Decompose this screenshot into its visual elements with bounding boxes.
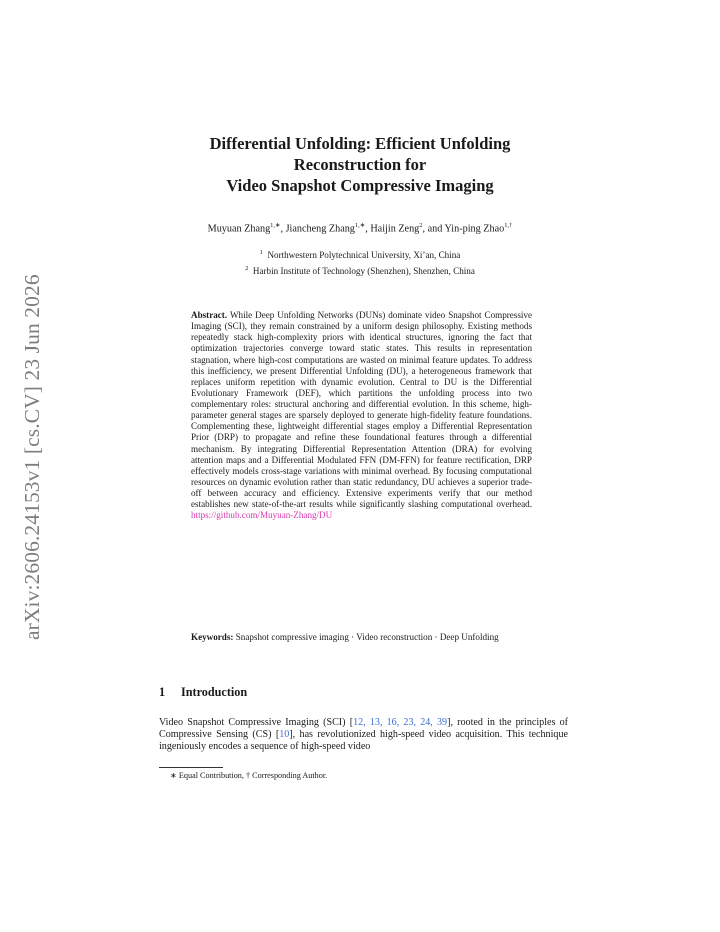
author-name: Jiancheng Zhang: [285, 223, 355, 235]
abstract-label: Abstract.: [191, 310, 228, 320]
title-line-1: Differential Unfolding: Efficient Unfolding: [209, 134, 511, 153]
author-affiliation-mark: 1,∗: [270, 222, 281, 229]
section-title: Introduction: [181, 685, 248, 699]
abstract: [191, 310, 532, 521]
section-heading: [159, 685, 579, 700]
intro-text: ], rooted in the principles of Compressive Sensing (CS) [: [159, 717, 569, 741]
section-number: 1: [159, 685, 166, 699]
citation-link[interactable]: 10: [279, 729, 290, 741]
author-name: Haijin Zeng: [370, 223, 420, 235]
affiliation-1: [140, 246, 580, 262]
author-separator: ,: [280, 223, 286, 235]
author-affiliation-mark: 1,†: [504, 222, 513, 229]
citation-link[interactable]: 12, 13, 16, 23, 24, 39: [353, 717, 448, 728]
affiliation-2: [140, 262, 580, 278]
abstract-text: While Deep Unfolding Networks (DUNs) dominate video Snapshot Compressive Imaging (SCI), they remain constrained by a uniform design philosophy. Existing methods repeatedly stack high-complexity priors with identical structures, ignoring the fact that optimization trajectories converge toward static states. This results in representation stagnation, where high-cost computations are wasted on minimal feature updates. To address this inefficiency, we present Differential Unfolding (DU), a heterogeneous framework that replaces uniform repetition with dynamic evolution. Central to DU is the Differential Evolutionary Framework (DEF), which partitions the unfolding process into two complementary roles: structural anchoring and differential evolution. In this scheme, high-parameter general stages are sparsely deployed to generate high-fidelity feature foundations. Complementing these, lightweight differential stages employ a Differential Representation Prior (DRP) to propagate and refine these foundational features through a differential mechanism. By integrating Differential Representation Attention (DRA) for evolving attention maps and a Differential Modulated FFN (DM-FFN) for feature rectification, DRP effectively models cross-stage variations with minimal overhead. By focusing computational resources on dynamic evolution rather than static redundancy, DU achieves a superior trade-off between accuracy and efficiency. Extensive experiments verify that our method establishes new state-of-the-art results while significantly slashing computational overhead.: [191, 310, 532, 510]
footnote-rule: [159, 767, 223, 768]
arxiv-identifier: arXiv:2606.24153v1 [cs.CV] 23 Jun 2026: [20, 274, 44, 640]
footnote: ∗ Equal Contribution, † Corresponding Author.: [170, 771, 328, 780]
intro-paragraph: [159, 717, 568, 753]
author-name: Muyuan Zhang: [207, 223, 271, 235]
author-list: [140, 221, 580, 234]
author-name: Yin-ping Zhao: [444, 223, 505, 235]
affiliation-text: Harbin Institute of Technology (Shenzhen), Shenzhen, China: [252, 266, 475, 277]
affiliations: [140, 246, 580, 278]
intro-text: Video Snapshot Compressive Imaging (SCI) [: [159, 717, 354, 728]
title-line-2: Reconstruction for: [293, 155, 427, 174]
keywords-label: Keywords:: [191, 632, 234, 642]
intro-text: ], has revolutionized high-speed video acquisition. This technique ingeniously encodes a sequence of high-speed video: [159, 729, 568, 753]
paper-title: [150, 133, 570, 196]
author-affiliation-mark: 2: [419, 222, 423, 229]
affiliation-number: 2: [245, 265, 249, 273]
keywords: [191, 632, 532, 643]
github-link[interactable]: https://github.com/Muyuan-Zhang/DU: [191, 510, 333, 521]
author-affiliation-mark: 1,∗: [354, 222, 366, 229]
author-separator: ,: [365, 223, 371, 235]
keywords-text: Snapshot compressive imaging · Video reconstruction · Deep Unfolding: [235, 632, 499, 642]
affiliation-number: 1: [259, 249, 263, 256]
affiliation-text: Northwestern Polytechnical University, Xi’an, China: [267, 250, 461, 261]
author-separator: , and: [422, 223, 445, 235]
title-line-3: Video Snapshot Compressive Imaging: [226, 176, 494, 195]
